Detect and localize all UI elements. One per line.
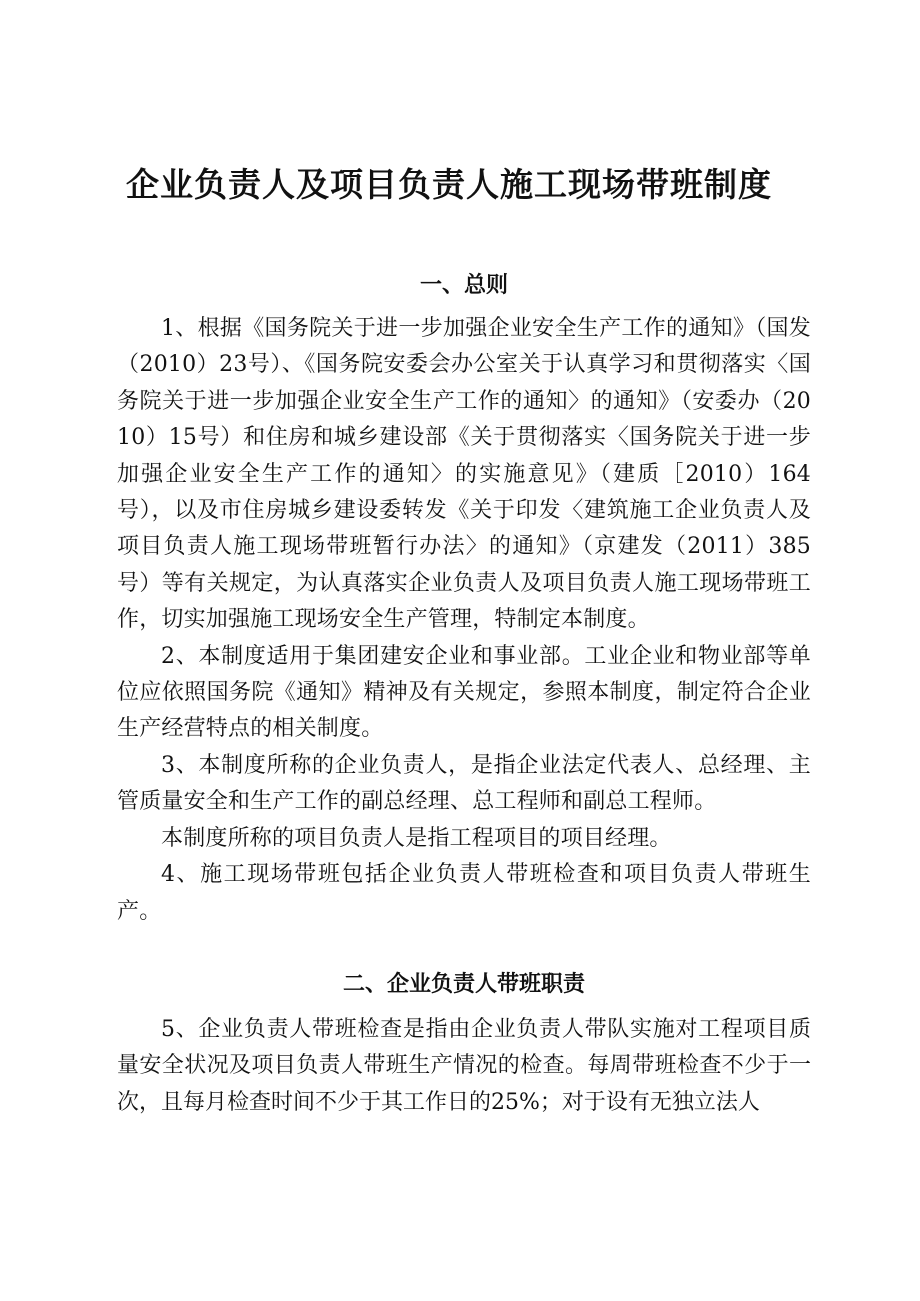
section-body-enterprise-duties [117, 1012, 811, 1121]
section-body-general [117, 311, 811, 930]
paragraph-1-basis: 1、根据《国务院关于进一步加强企业安全生产工作的通知》（国发（2010）23号）、《国务院安委会办公室关于认真学习和贯彻落实〈国务院关于进一步加强企业安全生产工作的通知〉的通知》（安委办（2010）15号）和住房和城乡建设部《关于贯彻落实〈国务院关于进一步加强企业安全生产工作的通知〉的实施意见》（建质［2010）164号），以及市住房城乡建设委转发《关于印发〈建筑施工企业负责人及项目负责人施工现场带班暂行办法〉的通知》（京建发（2011）385号）等有关规定，为认真落实企业负责人及项目负责人施工现场带班工作，切实加强施工现场安全生产管理，特制定本制度。 [117, 316, 811, 633]
document-title: 企业负责人及项目负责人施工现场带班制度 [126, 165, 772, 204]
paragraph-2-scope: 2、本制度适用于集团建安企业和事业部。工业企业和物业部等单位应依照国务院《通知》精神及有关规定，参照本制度，制定符合企业生产经营特点的相关制度。 [117, 643, 811, 742]
paragraph-3-enterprise-leader-definition: 3、本制度所称的企业负责人，是指企业法定代表人、总经理、主管质量安全和生产工作的副总经理、总工程师和副总工程师。 [117, 752, 811, 815]
paragraph-5-inspection: 5、企业负责人带班检查是指由企业负责人带队实施对工程项目质量安全状况及项目负责人带班生产情况的检查。每周带班检查不少于一次，且每月检查时间不少于其工作日的25%；对于设有无独立法人 [117, 1017, 811, 1115]
paragraph-project-leader-definition: 本制度所称的项目负责人是指工程项目的项目经理。 [161, 825, 672, 851]
paragraph-4-onsite-shift: 4、施工现场带班包括企业负责人带班检查和项目负责人带班生产。 [117, 862, 811, 924]
section-heading-general: 一、总则 [419, 272, 508, 298]
section-heading-enterprise-duties: 二、企业负责人带班职责 [342, 971, 585, 997]
